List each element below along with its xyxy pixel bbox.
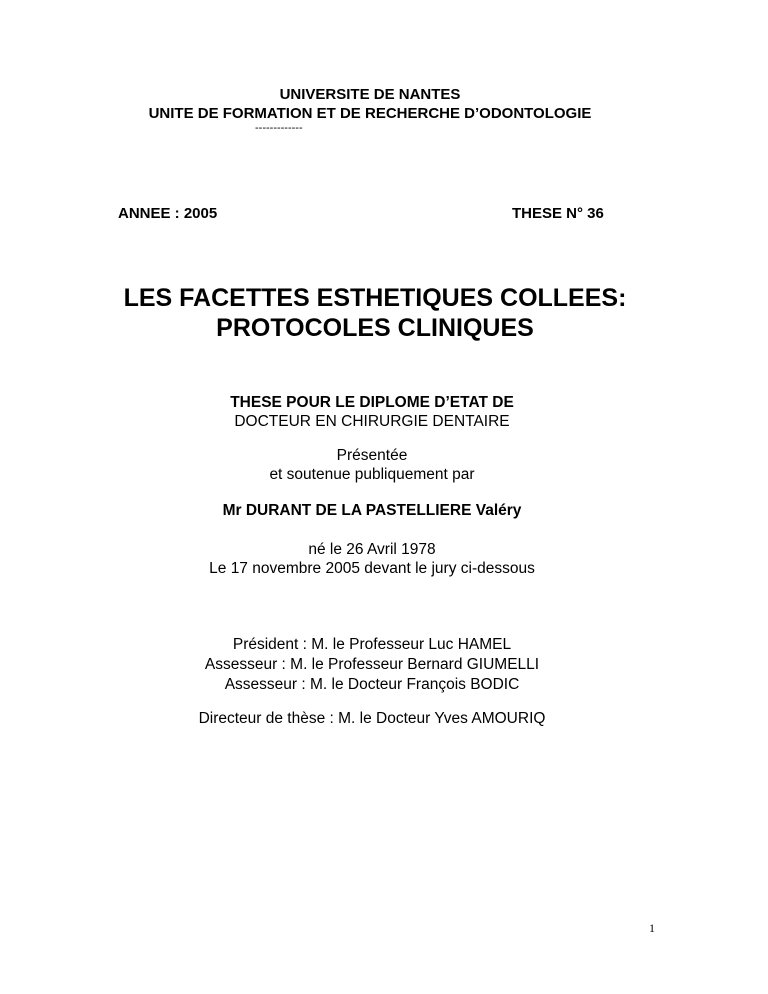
jury-member-assessor-1: Assesseur : M. le Professeur Bernard GIUMELLI xyxy=(204,656,540,673)
thesis-director: Directeur de thèse : M. le Docteur Yves AMOURIQ xyxy=(198,710,546,727)
diploma-line-1: THESE POUR LE DIPLOME D’ETAT DE xyxy=(230,394,514,411)
page-number: 1 xyxy=(649,921,655,935)
presentation-line-1: Présentée xyxy=(336,447,408,464)
university-name: UNIVERSITE DE NANTES xyxy=(279,86,461,103)
birth-date: né le 26 Avril 1978 xyxy=(308,541,436,558)
thesis-title-line-1: LES FACETTES ESTHETIQUES COLLEES: xyxy=(123,284,627,312)
diploma-line-2: DOCTEUR EN CHIRURGIE DENTAIRE xyxy=(234,413,510,430)
jury-member-assessor-2: Assesseur : M. le Docteur François BODIC xyxy=(224,676,520,693)
presentation-line-2: et soutenue publiquement par xyxy=(269,466,475,483)
research-unit-name: UNITE DE FORMATION ET DE RECHERCHE D’ODONTOLOGIE xyxy=(148,105,592,122)
thesis-title-line-2: PROTOCOLES CLINIQUES xyxy=(216,314,534,342)
defense-date: Le 17 novembre 2005 devant le jury ci-dessous xyxy=(209,560,535,577)
year-label: ANNEE : 2005 xyxy=(118,205,218,222)
jury-member-president: Président : M. le Professeur Luc HAMEL xyxy=(232,636,512,653)
thesis-number: THESE N° 36 xyxy=(512,205,604,222)
header-separator: ------------- xyxy=(255,122,303,134)
author-name: Mr DURANT DE LA PASTELLIERE Valéry xyxy=(222,502,522,519)
jury-list xyxy=(0,635,744,695)
